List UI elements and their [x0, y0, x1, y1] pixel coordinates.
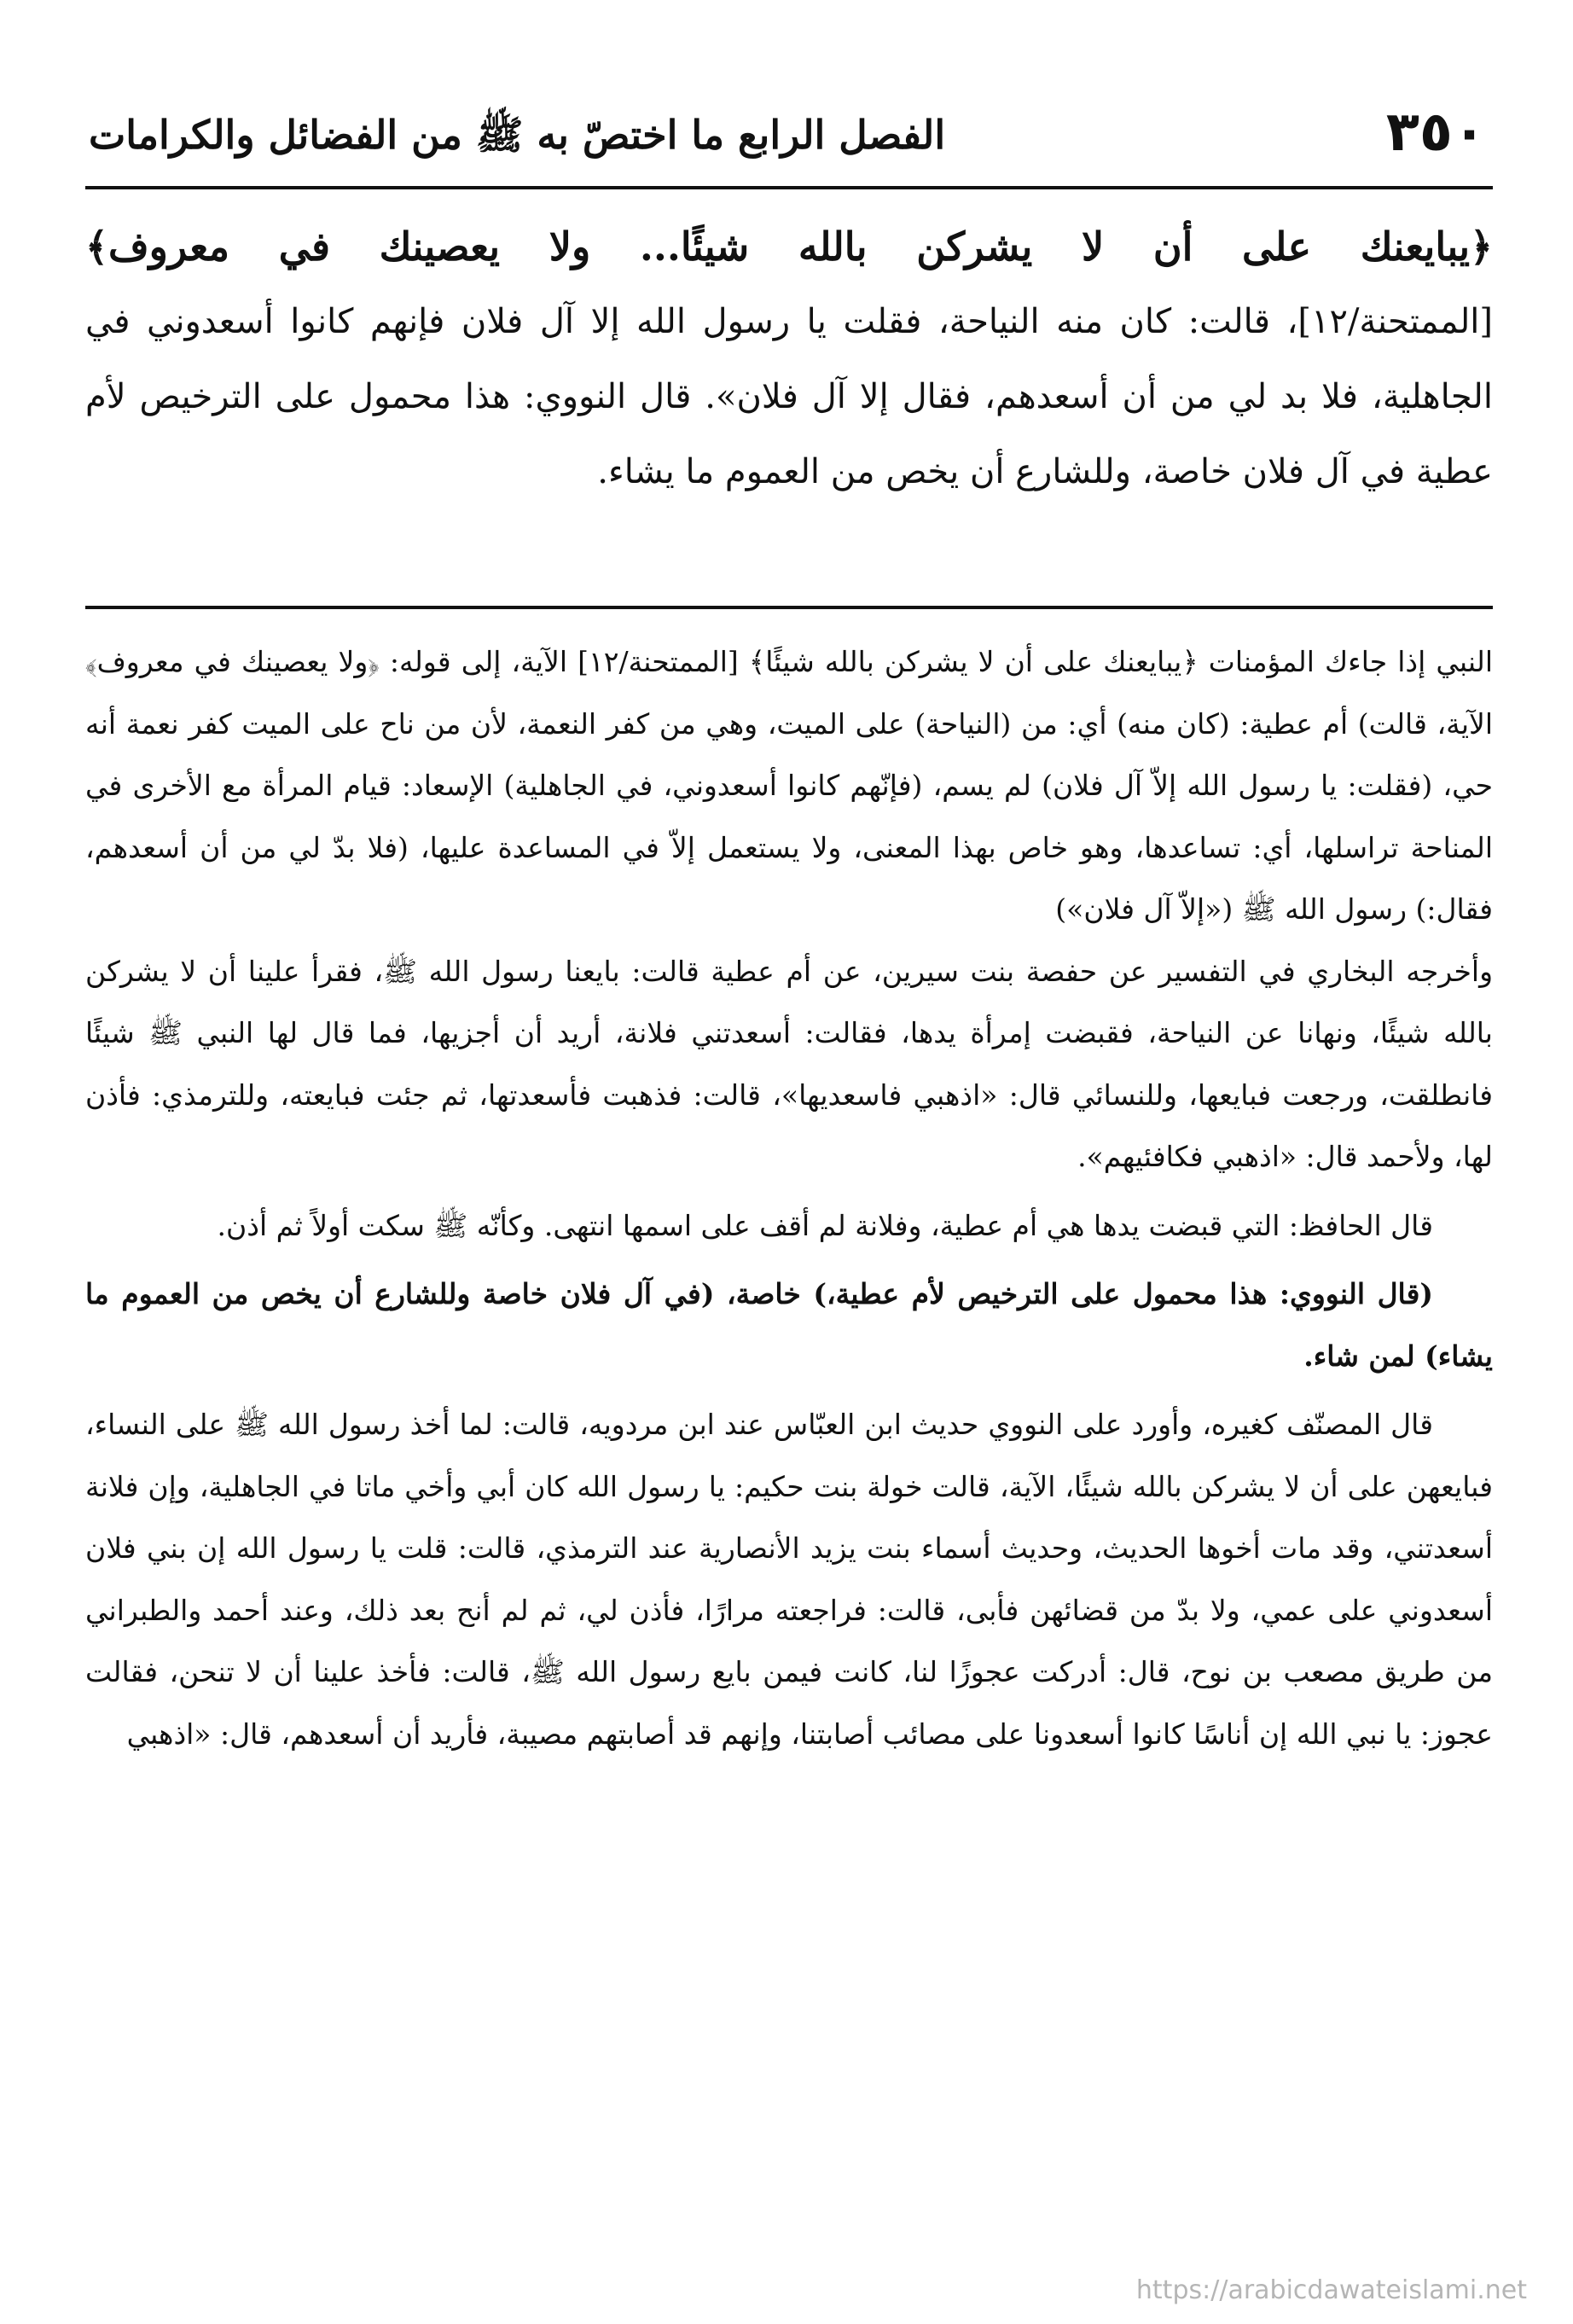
- main-text: [85, 209, 1493, 509]
- text-separator: [85, 606, 1493, 609]
- watermark-url: https://arabicdawateislami.net: [1135, 2275, 1527, 2305]
- commentary-paragraph-1: النبي إذا جاءك المؤمنات ﴿يبايعنك على أن لا يشركن بالله شيئًا﴾ [الممتحنة/١٢] الآية، إلى قوله: ﴿ولا يعصينك في معروف﴾ الآية، قالت) أم عطية: (كان منه) أي: من (النياحة) على الميت، وهي من كفر النعمة، لأن من ناح على الميت كفر نعمة أنه حي، (فقلت: يا رسول الله إلاّ آل فلان) لم يسم، (فإنّهم كانوا أسعدوني، في الجاهلية) الإسعاد: قيام المرأة مع الأخرى في المناحة تراسلها، أي: تساعدها، وهو خاص بهذا المعنى، ولا يستعمل إلاّ في المساعدة عليها، (فلا بدّ لي من أن أسعدهم، فقال:) رسول الله ﷺ («إلاّ آل فلان»): [85, 645, 1494, 926]
- quran-verse: ﴿يبايعنك على أن لا يشركن بالله شيئًا... ولا يعصينك في معروف﴾: [85, 224, 1494, 270]
- commentary: [85, 631, 1493, 1765]
- commentary-paragraph-4: (قال النووي: هذا محمول على الترخيص لأم عطية،) خاصة، (في آل فلان خاصة وللشارع أن يخص من العموم ما يشاء) لمن شاء.: [85, 1277, 1493, 1373]
- commentary-paragraph-5: قال المصنّف كغيره، وأورد على النووي حديث ابن العبّاس عند ابن مردويه، قالت: لما أخذ رسول الله ﷺ على النساء، فبايعهن على أن لا يشركن بالله شيئًا، الآية، قالت خولة بنت حكيم: يا رسول الله كان أبي وأخي ماتا في الجاهلية، وإن فلانة أسعدتني، وقد مات أخوها الحديث، وحديث أسماء بنت يزيد الأنصارية عند الترمذي، قالت: قلت يا رسول الله إن بني فلان أسعدوني على عمي، ولا بدّ من قضائهن فأبى، قالت: فراجعته مرارًا، فأذن لي، ثم لم أنح بعد ذلك، وعند أحمد والطبراني من طريق مصعب بن نوح، قال: أدركت عجوزًا لنا، كانت فيمن بايع رسول الله ﷺ، قالت: فأخذ علينا أن لا تنحن، فقالت عجوز: يا نبي الله إن أناسًا كانوا أسعدونا على مصائب أصابتنا، وإنهم قد أصابتهم مصيبة، فأريد أن أسعدهم، قال: «اذهبي: [85, 1408, 1493, 1751]
- commentary-paragraph-3: قال الحافظ: التي قبضت يدها هي أم عطية، وفلانة لم أقف على اسمها انتهى. وكأنّه ﷺ سكت أولاً ثم أذن.: [217, 1208, 1433, 1242]
- page-number: ٣٥٠: [1385, 101, 1486, 164]
- book-page: [85, 85, 1493, 2269]
- running-head: الفصل الرابع ما اختصّ به ﷺ من الفضائل والكرامات: [89, 112, 946, 158]
- page-header: [85, 92, 1493, 189]
- main-paragraph: [الممتحنة/١٢]، قالت: كان منه النياحة، فقلت يا رسول الله إلا آل فلان فإنهم كانوا أسعدوني في الجاهلية، فلا بد لي من أن أسعدهم، فقال إلا آل فلان». قال النووي: هذا محمول على الترخيص لأم عطية في آل فلان خاصة، وللشارع أن يخص من العموم ما يشاء.: [85, 302, 1493, 491]
- commentary-paragraph-2: وأخرجه البخاري في التفسير عن حفصة بنت سيرين، عن أم عطية قالت: بايعنا رسول الله ﷺ، فقرأ علينا أن لا يشركن بالله شيئًا، ونهانا عن النياحة، فقبضت إمرأة يدها، فقالت: أسعدتني فلانة، أريد أن أجزيها، فما قال لها النبي ﷺ شيئًا فانطلقت، ورجعت فبايعها، وللنسائي قال: «اذهبي فاسعديها»، قالت: فذهبت فأسعدتها، ثم جئت فبايعته، وللترمذي: فأذن لها، ولأحمد قال: «اذهبي فكافئيهم».: [85, 954, 1493, 1173]
